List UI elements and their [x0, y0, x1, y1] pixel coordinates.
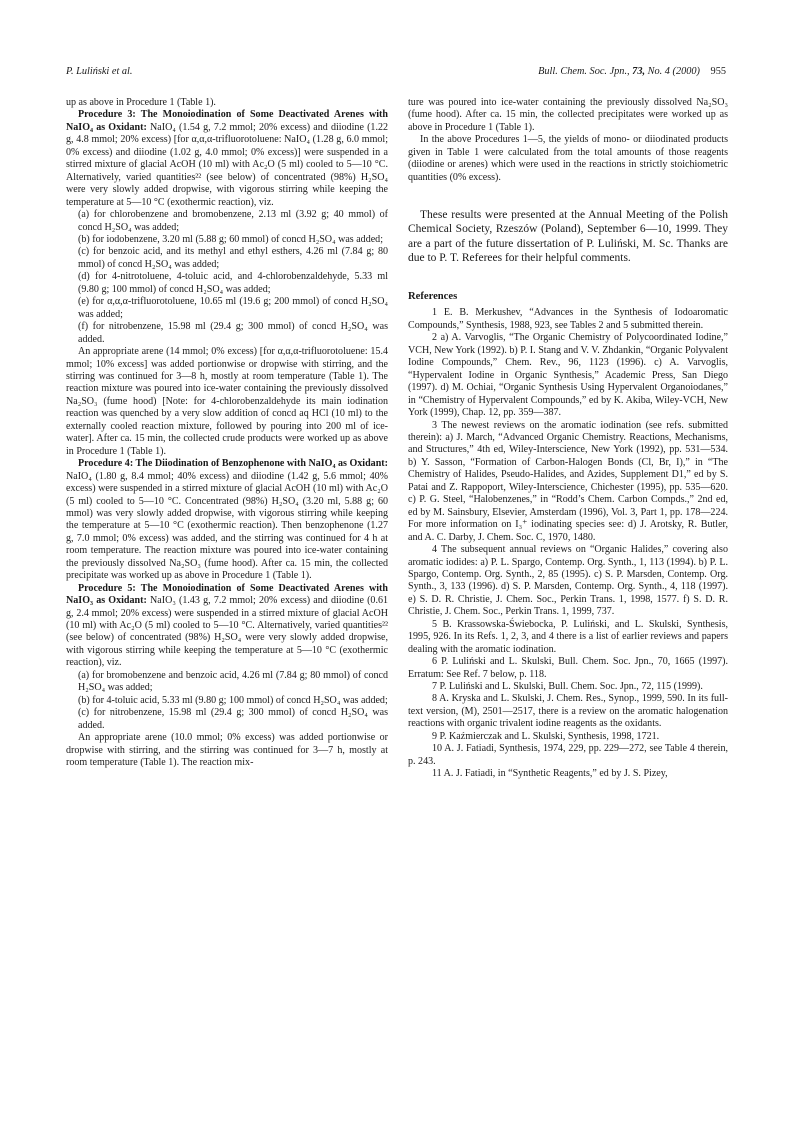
procedure-title: Procedure 3: The Monoiodination of Some Deactivated Arenes with NaIO₄ as Oxidant:	[66, 109, 388, 133]
reference-number: 8	[432, 693, 438, 705]
list-item: (c) for nitrobenzene, 15.98 ml (29.4 g; 300 mmol) of concd H₂SO₄ was added.	[78, 707, 388, 731]
references-list	[408, 307, 728, 780]
procedure-title: Procedure 4: The Diiodination of Benzophenone with NaIO₄ as Oxidant:	[78, 458, 388, 470]
reference-number: 6	[432, 656, 438, 668]
header-volume: 73,	[632, 66, 646, 77]
reference-text: P. Kaźmierczak and L. Skulski, Synthesis, 1998, 1721.	[437, 730, 660, 742]
reference-text: E. B. Merkushev, “Advances in the Synthesis of Iodoaromatic Compounds,” Synthesis, 1988, 923, see Tables 2 and 5 submitted therein.	[408, 307, 728, 331]
list-item: (f) for nitrobenzene, 15.98 ml (29.4 g; 300 mmol) of concd H₂SO₄ was added.	[78, 321, 388, 345]
right-column	[408, 97, 728, 781]
list-item: (a) for chlorobenzene and bromobenzene, 2.13 ml (3.92 g; 40 mmol) of concd H₂SO₄ was added;	[78, 209, 388, 233]
procedure-body: NaIO₄ (1.54 g, 7.2 mmol; 20% excess) and diiodine (1.22 g, 4.8 mmol; 20% excess) [for α,α,α-trifluorotoluene: NaIO₄ (1.28 g, 6.0 mmol; 0% excess) and diiodine (1.02 g, 4.0 mmol; 0% excess)] were suspended in a stirred mixture of glacial AcOH (10 ml) with Ac₂O (5 ml) cooled to 5—10 °C. Alternatively, varied quantities²² (see below) of concentrated (98%) H₂SO₄ were very slowly added dropwise, with vigorous stirring while keeping the temperature at 5—10 °C (exothermic reaction), viz.	[66, 121, 389, 208]
header-citation	[538, 66, 726, 77]
reference-text: B. Krassowska-Świebocka, P. Luliński, and L. Skulski, Synthesis, 1995, 926. In its Refs. 1, 2, 3, and 4 there is a list of earlier reviews and papers dealing with the aromatic iodination.	[408, 618, 728, 655]
reference-text: A. Kryska and L. Skulski, J. Chem. Res., Synop., 1999, 590. In its full-text version, (M), 2501—2517, there is a review on the aromatic halogenation reactions with organic trivalent iodine reagents as the oxidants.	[408, 693, 728, 730]
reference-text: P. Luliński and L. Skulski, Bull. Chem. Soc. Jpn., 72, 115 (1999).	[437, 681, 703, 693]
list-item: (e) for α,α,α-trifluorotoluene, 10.65 ml (19.6 g; 200 mmol) of concd H₂SO₄ was added;	[78, 296, 388, 320]
reference-number: 7	[432, 681, 438, 693]
reference-text: P. Luliński and L. Skulski, Bull. Chem. Soc. Jpn., 70, 1665 (1997). Erratum: See Ref. 7 below, p. 118.	[408, 656, 728, 680]
list-item: (d) for 4-nitrotoluene, 4-toluic acid, and 4-chlorobenzaldehyde, 5.33 ml (9.80 g; 100 mmol) of concd H₂SO₄ was added;	[78, 271, 388, 295]
procedure-body: NaIO₃ (1.43 g, 7.2 mmol; 20% excess) and diiodine (0.61 g, 2.4 mmol; 20% excess) were suspended in a stirred mixture of glacial AcOH (10 ml) with Ac₂O (5 ml) cooled to 5—10 °C. Alternatively, varied quantities²² (see below) of concentrated (98%) H₂SO₄ were very slowly added dropwise, with vigorous stirring while keeping the temperature at 5—10 °C (exothermic reaction), viz.	[66, 595, 389, 669]
reference-item	[408, 332, 728, 419]
reference-number: 4	[432, 544, 438, 556]
reference-text: The newest reviews on the aromatic iodination (see refs. submitted therein): a) J. March, “Advanced Organic Chemistry. Reactions, Mechanisms, and Structures,” 4th ed, Wiley-Interscience, New York (1992), pp. 531—534. b) Y. Sasson, “Formation of Carbon-Halogen Bonds (Cl, Br, I),” in “The Chemistry of Halides, Pseudo-Halides, and Azides, Supplement D1,” ed by S. Patai and Z. Rappoport, Wiley-Interscience, Chichester (1995), pp. 535—620. c) P. G. Steel, “Halobenzenes,” in “Rodd’s Chem. Carbon Compds.,” 2nd ed, ed by M. Sainsbury, Elsevier, Amsterdam (1996), Vol. 3, Part 1, pp. 178—224. For more information on I₃⁺ iodinating species see: d) J. Arotsky, R. Butler, and A. C. Darby, J. Chem. Soc. C, 1970, 1480.	[408, 419, 728, 543]
reference-item	[408, 544, 728, 619]
reference-item	[408, 743, 728, 768]
reference-item	[408, 681, 728, 693]
procedure-title: Procedure 5: The Monoiodination of Some Deactivated Arenes with NaIO₃ as Oxidant:	[66, 582, 388, 607]
reference-number: 2	[432, 332, 438, 344]
reference-item	[408, 619, 728, 656]
reference-text: The subsequent annual reviews on “Organic Halides,” covering also aromatic iodides: a) P. L. Spargo, Contemp. Org. Synth., 1, 113 (1994). b) P. L. Spargo, Contemp. Org. Synth., 2, 85 (1995). c) S. P. Marsden, Contemp. Org. Synth., 3, 133 (1996). d) S. P. Marsden, Contemp. Org. Synth., 4, 118 (1997). e) S. D. R. Christie, J. Chem. Soc., Perkin Trans. 1, 1998, 1577. f) S. D. R. Christie, J. Chem. Soc., Perkin Trans. 1, 1999, 737.	[408, 544, 728, 618]
reference-text: A. J. Fatiadi, in “Synthetic Reagents,” ed by J. S. Pizey,	[441, 768, 668, 780]
reference-item	[408, 693, 728, 730]
list-item: (b) for 4-toluic acid, 5.33 ml (9.80 g; 100 mmol) of concd H₂SO₄ was added;	[78, 694, 388, 706]
reference-number: 1	[432, 307, 438, 319]
reference-text: a) A. Varvoglis, “The Organic Chemistry of Polycoordinated Iodine,” VCH, New York (1992). b) P. I. Stang and V. V. Zhdankin, “Organic Polyvalent Iodine Compounds,” Chem. Rev., 96, 1123 (1996). c) A. Varvoglis, “Hypervalent Iodine in Organic Synthesis,” Academic Press, San Diego (1997). d) M. Ochiai, “Organic Synthesis Using Hypervalent Organoiodanes,” in “Chemistry of Hypervalent Compounds,” ed by K. Akiba, Wiley-VCH, New York (1999), Chap. 12, pp. 359—387.	[408, 332, 728, 419]
reference-number: 5	[432, 618, 438, 630]
procedure-3	[66, 109, 388, 209]
list-item: (c) for benzoic acid, and its methyl and ethyl esthers, 4.26 ml (7.84 g; 80 mmol) of concd H₂SO₄ was added;	[78, 246, 388, 270]
left-column	[66, 97, 388, 769]
header-page-number: 955	[710, 66, 726, 77]
reference-item	[408, 307, 728, 332]
reference-item	[408, 656, 728, 681]
paragraph: ture was poured into ice-water containing the previously dissolved Na₂SO₃ (fume hood). After ca. 15 min, the collected precipitates were worked up as above in Procedure 1 (Table 1).	[408, 97, 728, 133]
procedure-4	[66, 458, 388, 583]
procedure-body: NaIO₄ (1.80 g, 8.4 mmol; 40% excess) and diiodine (1.42 g, 5.6 mmol; 40% excess) were suspended in a stirred mixture of glacial AcOH (10 ml) with Ac₂O (5 ml) cooled to 5—10 °C. Concentrated (98%) H₂SO₄ (3.20 ml, 5.88 g; 60 mmol) was very slowly added dropwise, with vigorous stirring while keeping the temperature at 5—10 °C (exothermic reaction). Then benzophenone (1.27 g, 7.0 mmol; 0% excess) was added, and the stirring was continued for 4 h at room temperature. The reaction mixture was poured into ice-water containing the previously dissolved Na₂SO₃ (fume hood). After ca. 15 min, the collected precipitate was worked up as above in Procedure 1 (Table 1).	[66, 470, 388, 582]
procedure-5	[66, 583, 388, 670]
references-heading: References	[408, 290, 458, 302]
paragraph: An appropriate arene (14 mmol; 0% excess) [for α,α,α-trifluorotoluene: 15.4 mmol; 10% excess] was added portionwise or dropwise with stirring, and the stirring was continued for 3—8 h, mostly at room temperature (Table 1). The reaction mixture was poured into ice-water containing the previously dissolved Na₂SO₃ (fume hood) [Note: for 4-chlorobenzaldehyde its main iodination reaction was quenched by a very slow addition of concd aq HCl (10 ml) to the externally cooled reaction mixture, followed by pouring into 200 ml of ice-water]. After ca. 15 min, the collected crude products were worked up as above in Procedure 1 (Table 1).	[66, 346, 388, 457]
header-authors: P. Luliński et al.	[66, 66, 133, 77]
acknowledgement-note: These results were presented at the Annual Meeting of the Polish Chemical Society, Rzeszów (Poland), September 6—10, 1999. They are a part of the future dissertation of P. Luliński, M. Sc. Thanks are due to P. T. Referees for their helpful comments.	[408, 209, 728, 264]
reference-number: 3	[432, 419, 438, 431]
header-journal: Bull. Chem. Soc. Jpn.,	[538, 66, 630, 77]
reference-text: A. J. Fatiadi, Synthesis, 1974, 229, pp. 229—272, see Table 4 therein, p. 243.	[408, 743, 728, 767]
header-issue: No. 4 (2000)	[647, 66, 700, 77]
running-header	[66, 66, 726, 80]
paragraph: In the above Procedures 1—5, the yields of mono- or diiodinated products given in Table 1 were calculated from the total amounts of those reagents (diiodine or arenes) which were used in the reactions in strictly stoichiometric quantities (0% excess).	[408, 134, 728, 183]
paragraph: up as above in Procedure 1 (Table 1).	[66, 97, 216, 108]
reference-item	[408, 731, 728, 743]
reference-number: 9	[432, 730, 438, 742]
list-item: (a) for bromobenzene and benzoic acid, 4.26 ml (7.84 g; 80 mmol) of concd H₂SO₄ was added;	[78, 669, 388, 694]
reference-item	[408, 768, 728, 780]
reference-item	[408, 420, 728, 545]
list-item: (b) for iodobenzene, 3.20 ml (5.88 g; 60 mmol) of concd H₂SO₄ was added;	[78, 233, 383, 245]
paragraph: An appropriate arene (10.0 mmol; 0% excess) was added portionwise or dropwise with stirring, and the stirring was continued for 3—7 h, mostly at room temperature (Table 1). The reaction mix-	[66, 732, 388, 769]
reference-number: 11	[432, 768, 442, 780]
reference-number: 10	[432, 743, 443, 755]
